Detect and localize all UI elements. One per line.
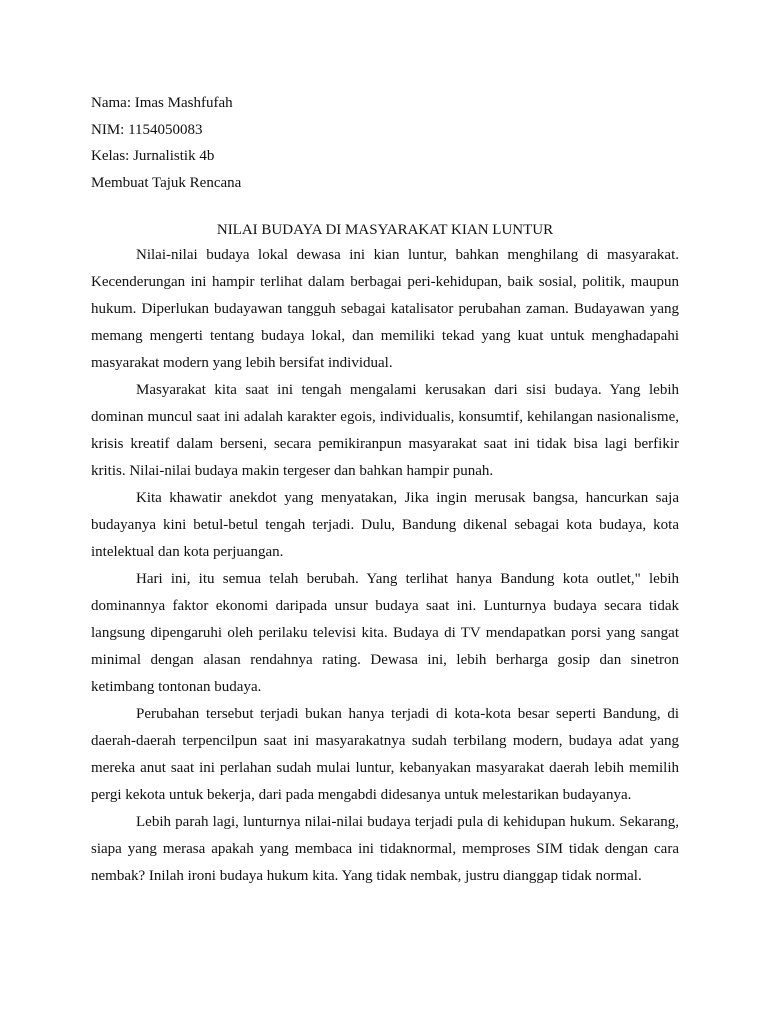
author-name: Nama: Imas Mashfufah [91,95,233,111]
header-block [91,90,679,196]
assignment-title: Membuat Tajuk Rencana [91,174,242,191]
paragraph: Kita khawatir anekdot yang menyatakan, Jika ingin merusak bangsa, hancurkan saja budayanya kini betul-betul tengah terjadi. Dulu, Bandung dikenal sebagai kota budaya, kota intelektual dan kota perjuangan. [91,490,679,560]
document-page [91,90,679,890]
paragraph: Hari ini, itu semua telah berubah. Yang terlihat hanya Bandung kota outlet," lebih dominannya faktor ekonomi daripada unsur budaya saat ini. Lunturnya budaya secara tidak langsung dipengaruhi oleh perilaku televisi kita. Budaya di TV mendapatkan porsi yang sangat minimal dengan alasan rendahnya rating. Dewasa ini, lebih berharga gosip dan sinetron ketimbang tontonan budaya. [91,571,679,695]
paragraph: Masyarakat kita saat ini tengah mengalami kerusakan dari sisi budaya. Yang lebih dominan muncul saat ini adalah karakter egois, individualis, konsumtif, kehilangan nasionalisme, krisis kreatif dalam berseni, secara pemikiranpun masyarakat saat ini tidak bisa lagi berfikir kritis. Nilai-nilai budaya makin tergeser dan bahkan hampir punah. [91,382,679,479]
paragraph: Nilai-nilai budaya lokal dewasa ini kian luntur, bahkan menghilang di masyarakat. Kecenderungan ini hampir terlihat dalam berbagai peri-kehidupan, baik sosial, politik, maupun hukum. Diperlukan budayawan tangguh sebagai katalisator perubahan zaman. Budayawan yang memang mengerti tentang budaya lokal, dan memiliki tekad yang kuat untuk menghadapahi masyarakat modern yang lebih bersifat individual. [91,247,679,371]
class-name: Kelas: Jurnalistik 4b [91,148,215,164]
article-body [91,242,679,890]
article-title: NILAI BUDAYA DI MASYARAKAT KIAN LUNTUR [216,222,554,238]
student-id: NIM: 1154050083 [91,121,203,138]
paragraph: Lebih parah lagi, lunturnya nilai-nilai budaya terjadi pula di kehidupan hukum. Sekarang, siapa yang merasa apakah yang membaca ini tidaknormal, memproses SIM tidak dengan cara nembak? Inilah ironi budaya hukum kita. Yang tidak nembak, justru dianggap tidak normal. [91,814,679,884]
paragraph: Perubahan tersebut terjadi bukan hanya terjadi di kota-kota besar seperti Bandung, di daerah-daerah terpencilpun saat ini masyarakatnya sudah terbilang modern, budaya adat yang mereka anut saat ini perlahan sudah mulai luntur, kebanyakan masyarakat daerah lebih memilih pergi kekota untuk bekerja, dari pada mengabdi didesanya untuk melestarikan budayanya. [91,706,679,803]
